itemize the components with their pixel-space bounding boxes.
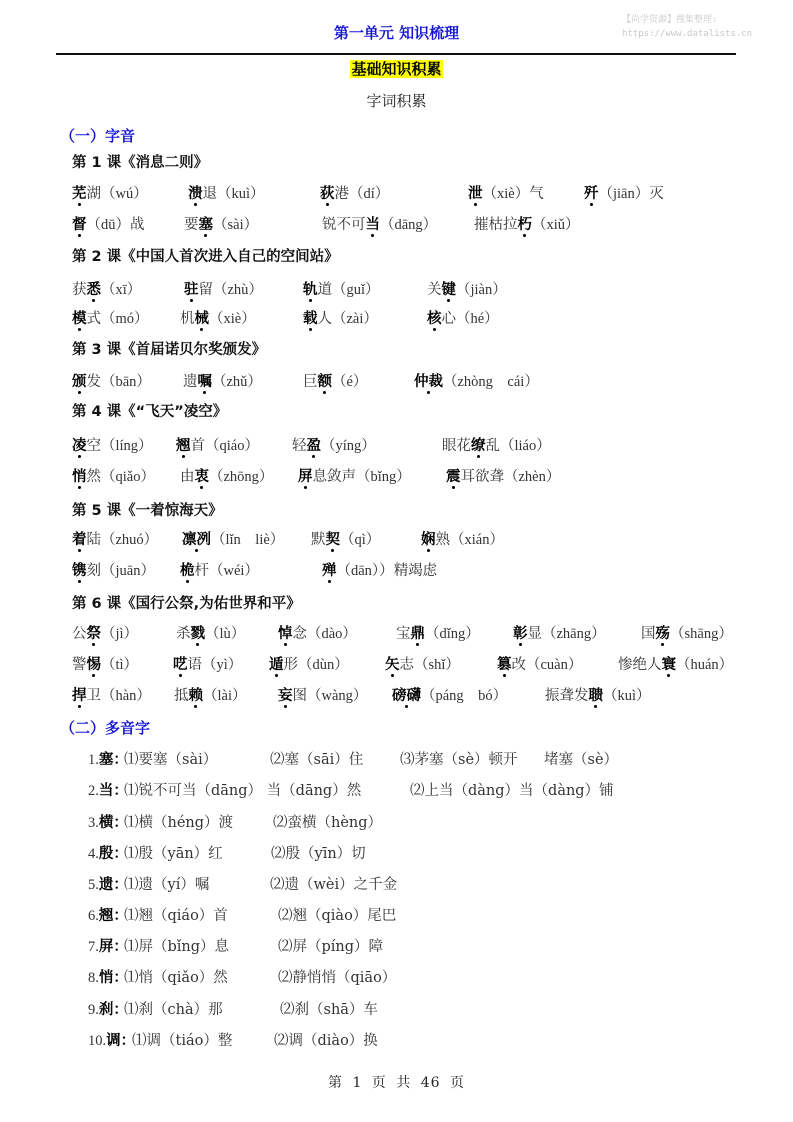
vocab-text: 杆: [194, 563, 209, 579]
vocab-text: 显: [527, 626, 542, 642]
polyphonic-item: [88, 904, 748, 928]
polyphonic-char: 屏: [98, 939, 114, 955]
emphasized-char: 寰: [661, 657, 676, 673]
vocab-item: [414, 370, 539, 391]
pinyin: （zhèn）: [504, 469, 561, 485]
reading: ⑵上当（dàng）当（dàng）铺: [410, 783, 614, 799]
vocab-item: [72, 370, 151, 391]
vocab-item: [392, 684, 507, 705]
vocab-item: [180, 307, 256, 328]
reading: ⑵殷（yīn）切: [271, 846, 366, 862]
colon: ：: [113, 846, 128, 862]
vocab-item: [303, 278, 380, 299]
polyphonic-head: [88, 904, 128, 925]
reading: ⑵刹（shā）车: [280, 1002, 378, 1018]
emphasized-char: 朽: [517, 217, 532, 233]
pinyin: （qì）: [340, 532, 381, 548]
vocab-item: [72, 653, 138, 674]
vocab-item: [513, 622, 606, 643]
watermark-line-2: https://www.datalists.cn: [622, 29, 753, 39]
vocab-text: 宝: [396, 626, 411, 642]
emphasized-char: 殚: [322, 563, 337, 579]
emphasized-char: 当: [365, 217, 380, 233]
emphasized-char: 妄: [278, 688, 293, 704]
emphasized-char: 载: [303, 311, 318, 327]
vocab-item: [641, 622, 733, 643]
vocab-item: [72, 528, 158, 549]
colon: ：: [113, 752, 128, 768]
vocab-text: 念: [292, 626, 307, 642]
reading: ⑵静悄悄（qiāo）: [278, 970, 397, 986]
vocab-item: [311, 528, 380, 549]
item-number: 2.: [88, 783, 99, 799]
item-number: 1.: [88, 752, 99, 768]
vocab-text: 摧枯拉: [474, 217, 518, 233]
emphasized-char: 磅礴: [392, 688, 421, 704]
vocab-item: [320, 182, 389, 203]
vocab-item: [184, 213, 258, 234]
vocab-item: [72, 307, 149, 328]
polyphonic-item: [88, 998, 748, 1022]
pinyin: （dào）: [307, 626, 357, 642]
item-number: 3.: [88, 815, 99, 831]
emphasized-char: 凛冽: [182, 532, 211, 548]
pinyin: （xiè）: [209, 311, 256, 327]
emphasized-char: 歼: [584, 186, 599, 202]
vocab-text: 抵: [174, 688, 189, 704]
vocab-item: [446, 465, 560, 486]
colon: ：: [113, 1002, 128, 1018]
sub-heading: 字词积累: [366, 92, 427, 110]
vocab-text: 机: [180, 311, 195, 327]
pinyin: （cuàn）: [526, 657, 583, 673]
vocab-item: [184, 278, 263, 299]
vocab-text: 志: [399, 657, 414, 673]
pinyin: （kuì）: [603, 688, 651, 704]
emphasized-char: 悉: [86, 282, 101, 298]
pinyin: （líng）: [101, 438, 153, 454]
polyphonic-char: 殷: [98, 846, 114, 862]
pinyin: （páng bó）: [421, 688, 508, 704]
emphasized-char: 模: [72, 311, 87, 327]
emphasized-char: 矢: [385, 657, 400, 673]
emphasized-char: 着: [72, 532, 87, 548]
emphasized-char: 鼎: [410, 626, 425, 642]
emphasized-char: 驻: [184, 282, 199, 298]
pinyin: （zhōng）: [209, 469, 274, 485]
pinyin: （wéi）: [209, 563, 259, 579]
pinyin: （yíng）: [321, 438, 376, 454]
emphasized-char: 核: [427, 311, 442, 327]
pinyin: （dǐng）: [425, 626, 480, 642]
pinyin: （xián）: [450, 532, 504, 548]
pinyin: （zhù）: [213, 282, 263, 298]
colon: ：: [113, 877, 128, 893]
vocab-item: [497, 653, 582, 674]
pinyin: （qiǎo）: [101, 469, 155, 485]
emphasized-char: 赖: [188, 688, 203, 704]
reading: ⑵屏（píng）障: [278, 939, 384, 955]
vocab-item: [303, 307, 378, 328]
polyphonic-item: [88, 842, 748, 866]
watermark: [622, 13, 752, 41]
reading: ⑵翘（qiào）尾巴: [278, 908, 397, 924]
emphasized-char: 衷: [194, 469, 209, 485]
vocab-item: [269, 653, 349, 674]
emphasized-char: 彰: [513, 626, 528, 642]
vocab-item: [421, 528, 504, 549]
pinyin: （jì）: [101, 626, 139, 642]
header-divider: [56, 53, 736, 55]
polyphonic-char: 横: [98, 815, 114, 831]
unit-title: 第一单元 知识梳理: [333, 24, 460, 42]
lesson-title: 第 6 课《国行公祭,为佑世界和平》: [72, 596, 301, 612]
pinyin: （dū）: [86, 217, 130, 233]
pinyin: （jiān）: [598, 186, 650, 202]
vocab-text: 息敛声: [312, 469, 356, 485]
emphasized-char: 泄: [468, 186, 483, 202]
vocab-text: 形: [283, 657, 298, 673]
pinyin: （dāng）: [380, 217, 438, 233]
reading: ⑴屏（bǐng）息: [124, 939, 230, 955]
vocab-text: 人: [317, 311, 332, 327]
pinyin: （zhāng）: [542, 626, 606, 642]
emphasized-char: 篡: [497, 657, 512, 673]
pinyin: （sài）: [213, 217, 259, 233]
polyphonic-head: [88, 748, 128, 769]
item-number: 7.: [88, 939, 99, 955]
polyphonic-head: [88, 1029, 135, 1050]
vocab-text: 退: [202, 186, 217, 202]
vocab-item: [427, 307, 499, 328]
section-heading: [0, 58, 793, 79]
emphasized-char: 塞: [198, 217, 213, 233]
reading: ⑴锐不可当（dāng） 当（dāng）然: [124, 783, 362, 799]
colon: ：: [113, 908, 128, 924]
vocab-text: 港: [334, 186, 349, 202]
vocab-text: 轻: [292, 438, 307, 454]
vocab-text: 语: [187, 657, 202, 673]
pinyin: （tì）: [101, 657, 139, 673]
pinyin: （zài）: [332, 311, 378, 327]
emphasized-char: 悄: [72, 469, 87, 485]
emphasized-char: 殇: [655, 626, 670, 642]
emphasized-char: 契: [325, 532, 340, 548]
reading: ⑵塞（sāi）住: [270, 752, 364, 768]
vocab-text: 耳欲聋: [460, 469, 504, 485]
polyphonic-item: [88, 779, 748, 803]
vocab-text: 留: [198, 282, 213, 298]
pinyin: （lù）: [205, 626, 246, 642]
polyphonic-head: [88, 779, 128, 800]
vocab-item: [322, 559, 437, 580]
vocab-text: 遗: [183, 374, 198, 390]
vocab-item: [72, 278, 141, 299]
vocab-item: [385, 653, 460, 674]
emphasized-char: 聩: [588, 688, 603, 704]
emphasized-char: 桅: [180, 563, 195, 579]
vocab-text: 国: [641, 626, 656, 642]
vocab-text: 精竭虑: [393, 563, 438, 579]
polyphonic-char: 调: [106, 1033, 121, 1049]
lesson-title: 第 3 课《首届诺贝尔奖颁发》: [72, 342, 267, 358]
vocab-text: 锐不可: [322, 217, 366, 233]
vocab-item: [468, 182, 544, 203]
vocab-text: 卫: [86, 688, 101, 704]
emphasized-char: 盈: [306, 438, 321, 454]
reading: ⑴要塞（sài）: [124, 752, 218, 768]
vocab-text: 湖: [86, 186, 101, 202]
vocab-item: [474, 213, 580, 234]
emphasized-char: 溃: [188, 186, 203, 202]
vocab-text: 道: [317, 282, 332, 298]
polyphonic-item: [88, 935, 748, 959]
vocab-text: 惨绝人: [618, 657, 662, 673]
part-1-heading: （一）字音: [60, 127, 136, 145]
polyphonic-char: 刹: [98, 1002, 114, 1018]
vocab-text: 然: [86, 469, 101, 485]
emphasized-char: 仲裁: [414, 374, 443, 390]
reading: ⑴翘（qiáo）首: [124, 908, 228, 924]
vocab-item: [173, 653, 242, 674]
vocab-text: 熟: [435, 532, 450, 548]
pinyin: （hé）: [456, 311, 499, 327]
reading: 堵塞（sè）: [544, 752, 619, 768]
polyphonic-item: [88, 748, 748, 772]
colon: ：: [113, 939, 128, 955]
vocab-item: [278, 684, 367, 705]
pinyin: （bān）: [101, 374, 151, 390]
vocab-item: [292, 434, 376, 455]
vocab-text: 要: [184, 217, 199, 233]
emphasized-char: 遁: [269, 657, 284, 673]
reading: ⑵蛮横（hèng）: [273, 815, 383, 831]
pinyin: （zhǔ）: [212, 374, 262, 390]
vocab-item: [584, 182, 664, 203]
vocab-text: 改: [511, 657, 526, 673]
vocab-text: 图: [292, 688, 307, 704]
pinyin: （xiè）: [482, 186, 530, 202]
vocab-item: [303, 370, 367, 391]
emphasized-char: 凌: [72, 438, 87, 454]
vocab-item: [545, 684, 651, 705]
polyphonic-head: [88, 966, 128, 987]
vocab-item: [298, 465, 411, 486]
polyphonic-item: [88, 1029, 748, 1053]
vocab-item: [322, 213, 437, 234]
pinyin: （mó）: [101, 311, 149, 327]
vocab-text: 气: [529, 186, 544, 202]
emphasized-char: 械: [194, 311, 209, 327]
polyphonic-head: [88, 873, 128, 894]
vocab-text: 由: [180, 469, 195, 485]
emphasized-char: 荻: [320, 186, 335, 202]
reading: ⑵遗（wèi）之千金: [270, 877, 398, 893]
page-number: 第 1 页 共 46 页: [328, 1075, 465, 1091]
vocab-item: [176, 622, 245, 643]
polyphonic-char: 翘: [98, 908, 114, 924]
item-number: 10.: [88, 1033, 107, 1049]
vocab-item: [72, 434, 153, 455]
vocab-item: [72, 213, 145, 234]
vocab-text: 乱: [485, 438, 500, 454]
pinyin: （kuì）: [217, 186, 265, 202]
polyphonic-item: [88, 811, 748, 835]
emphasized-char: 惕: [86, 657, 101, 673]
pinyin: （guǐ）: [332, 282, 380, 298]
emphasized-char: 呓: [173, 657, 188, 673]
item-number: 9.: [88, 1002, 99, 1018]
polyphonic-char: 遗: [98, 877, 114, 893]
reading: ⑴殷（yān）红: [124, 846, 223, 862]
reading: ⑶茅塞（sè）顿开: [400, 752, 518, 768]
emphasized-char: 督: [72, 217, 87, 233]
pinyin: （zhòng cái）: [443, 374, 539, 390]
section-heading-text: 基础知识积累: [351, 60, 442, 78]
vocab-text: 刻: [86, 563, 101, 579]
vocab-text: 公: [72, 626, 87, 642]
vocab-text: 空: [86, 438, 101, 454]
reading: ⑴悄（qiǎo）然: [124, 970, 228, 986]
pinyin: （shāng）: [670, 626, 733, 642]
reading: ⑵调（diào）换: [274, 1033, 378, 1049]
pinyin: （juān）: [101, 563, 155, 579]
colon: ：: [120, 1033, 136, 1049]
polyphonic-char: 当: [98, 783, 114, 799]
item-number: 8.: [88, 970, 99, 986]
vocab-text: 关: [427, 282, 442, 298]
pinyin: （liáo）: [500, 438, 551, 454]
item-number: 5.: [88, 877, 99, 893]
vocab-item: [396, 622, 480, 643]
pinyin: （wàng）: [307, 688, 368, 704]
reading: ⑴刹（chà）那: [124, 1002, 223, 1018]
vocab-item: [442, 434, 551, 455]
vocab-text: 战: [130, 217, 145, 233]
pinyin: （yì）: [202, 657, 243, 673]
colon: ：: [113, 970, 128, 986]
emphasized-char: 娴: [421, 532, 436, 548]
vocab-text: 心: [441, 311, 456, 327]
vocab-item: [180, 559, 259, 580]
pinyin: （é）: [332, 374, 368, 390]
polyphonic-head: [88, 998, 128, 1019]
vocab-item: [182, 528, 284, 549]
emphasized-char: 镌: [72, 563, 87, 579]
emphasized-char: 悼: [278, 626, 293, 642]
vocab-item: [72, 559, 155, 580]
emphasized-char: 戮: [190, 626, 205, 642]
reading: ⑴遗（yí）嘱: [124, 877, 210, 893]
vocab-text: 警: [72, 657, 87, 673]
pinyin: （shǐ）: [414, 657, 460, 673]
emphasized-char: 嘱: [197, 374, 212, 390]
pinyin: （hàn）: [101, 688, 151, 704]
pinyin: （jiàn）: [456, 282, 507, 298]
vocab-text: 首: [190, 438, 205, 454]
polyphonic-char: 塞: [98, 752, 114, 768]
pinyin: （xī）: [101, 282, 142, 298]
vocab-text: 巨: [303, 374, 318, 390]
vocab-item: [72, 465, 155, 486]
vocab-text: 灭: [649, 186, 664, 202]
emphasized-char: 祭: [86, 626, 101, 642]
pinyin: （qiáo）: [205, 438, 259, 454]
pinyin: （dān））: [336, 563, 394, 579]
polyphonic-head: [88, 842, 128, 863]
vocab-item: [176, 434, 259, 455]
lesson-title: 第 5 课《一着惊海天》: [72, 503, 223, 519]
pinyin: （lài）: [203, 688, 247, 704]
reading: ⑴调（tiáo）整: [132, 1033, 233, 1049]
pinyin: （huán）: [676, 657, 734, 673]
pinyin: （xiǔ）: [532, 217, 580, 233]
polyphonic-head: [88, 935, 128, 956]
pinyin: （dí）: [349, 186, 390, 202]
emphasized-char: 缭: [471, 438, 486, 454]
emphasized-char: 芜: [72, 186, 87, 202]
vocab-item: [618, 653, 733, 674]
vocab-item: [72, 182, 148, 203]
polyphonic-head: [88, 811, 128, 832]
polyphonic-char: 悄: [98, 970, 114, 986]
emphasized-char: 捍: [72, 688, 87, 704]
vocab-text: 式: [86, 311, 101, 327]
pinyin: （dùn）: [298, 657, 349, 673]
polyphonic-item: [88, 966, 748, 990]
emphasized-char: 翘: [176, 438, 191, 454]
reading: ⑴横（héng）渡: [124, 815, 234, 831]
pinyin: （wú）: [101, 186, 148, 202]
pinyin: （bǐng）: [356, 469, 411, 485]
emphasized-char: 键: [441, 282, 456, 298]
item-number: 4.: [88, 846, 99, 862]
vocab-text: 获: [72, 282, 87, 298]
vocab-item: [174, 684, 247, 705]
vocab-item: [183, 370, 262, 391]
vocab-item: [188, 182, 265, 203]
vocab-item: [180, 465, 273, 486]
lesson-title: 第 2 课《中国人首次进入自己的空间站》: [72, 249, 339, 265]
lesson-title: 第 4 课《“飞天”凌空》: [72, 404, 228, 420]
part-2-heading: （二）多音字: [60, 719, 151, 737]
vocab-text: 眼花: [442, 438, 471, 454]
vocab-text: 发: [86, 374, 101, 390]
vocab-text: 振聋发: [545, 688, 589, 704]
vocab-item: [72, 622, 138, 643]
emphasized-char: 屏: [298, 469, 313, 485]
vocab-item: [427, 278, 507, 299]
pinyin: （zhuó）: [101, 532, 159, 548]
colon: ：: [113, 783, 128, 799]
polyphonic-item: [88, 873, 748, 897]
emphasized-char: 震: [446, 469, 461, 485]
vocab-text: 默: [311, 532, 326, 548]
vocab-item: [278, 622, 357, 643]
emphasized-char: 额: [317, 374, 332, 390]
watermark-line-1: 【尚学资源】搜集整理:: [622, 15, 718, 25]
colon: ：: [113, 815, 128, 831]
item-number: 6.: [88, 908, 99, 924]
emphasized-char: 颁: [72, 374, 87, 390]
vocab-text: 陆: [86, 532, 101, 548]
pinyin: （lǐn liè）: [211, 532, 285, 548]
vocab-text: 杀: [176, 626, 191, 642]
vocab-item: [72, 684, 151, 705]
emphasized-char: 轨: [303, 282, 318, 298]
lesson-title: 第 1 课《消息二则》: [72, 155, 209, 171]
